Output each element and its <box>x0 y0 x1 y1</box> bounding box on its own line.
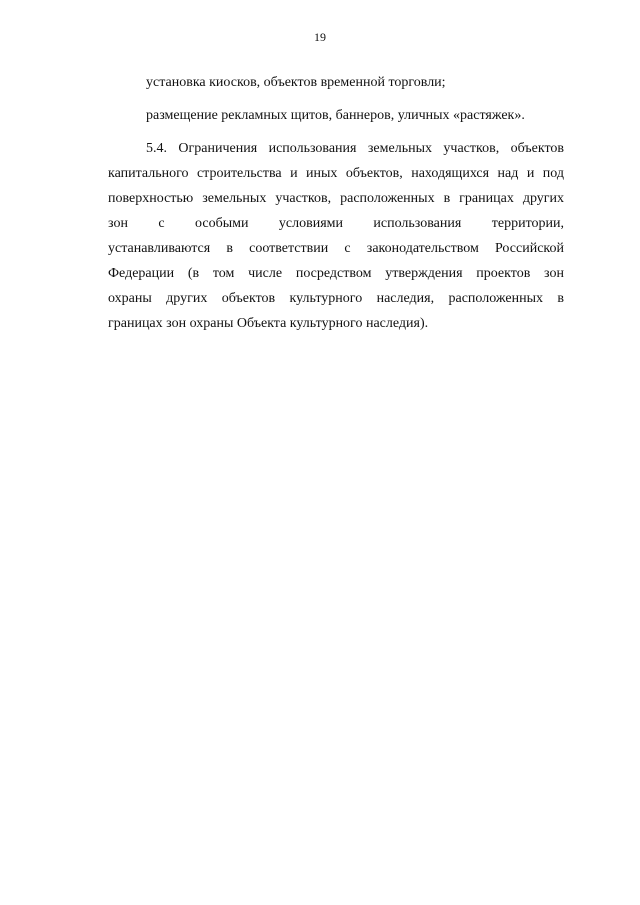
paragraph-line: капитального строительства и иных объектов, находящихся над и под <box>108 166 564 181</box>
paragraph-line: размещение рекламных щитов, баннеров, уличных «растяжек». <box>146 108 525 123</box>
paragraph-line: Федерации (в том числе посредством утверждения проектов зон <box>108 266 564 281</box>
paragraph-line: установка киосков, объектов временной торговли; <box>146 75 446 90</box>
paragraph-line: границах зон охраны Объекта культурного наследия). <box>108 316 429 331</box>
document-body <box>108 70 564 336</box>
paragraph-line: зон с особыми условиями использования территории, <box>108 216 564 231</box>
paragraph-line: поверхностью земельных участков, расположенных в границах других <box>108 191 564 206</box>
paragraph-restrictions <box>108 136 564 336</box>
paragraph-line: охраны других объектов культурного наследия, расположенных в <box>108 291 564 306</box>
paragraph-line: устанавливаются в соответствии с законодательством Российской <box>108 241 564 256</box>
paragraph-line: 5.4. Ограничения использования земельных участков, объектов <box>146 141 564 156</box>
paragraph-advertising <box>108 103 564 128</box>
paragraph-kiosks <box>108 70 564 95</box>
page-number: 19 <box>314 30 326 44</box>
